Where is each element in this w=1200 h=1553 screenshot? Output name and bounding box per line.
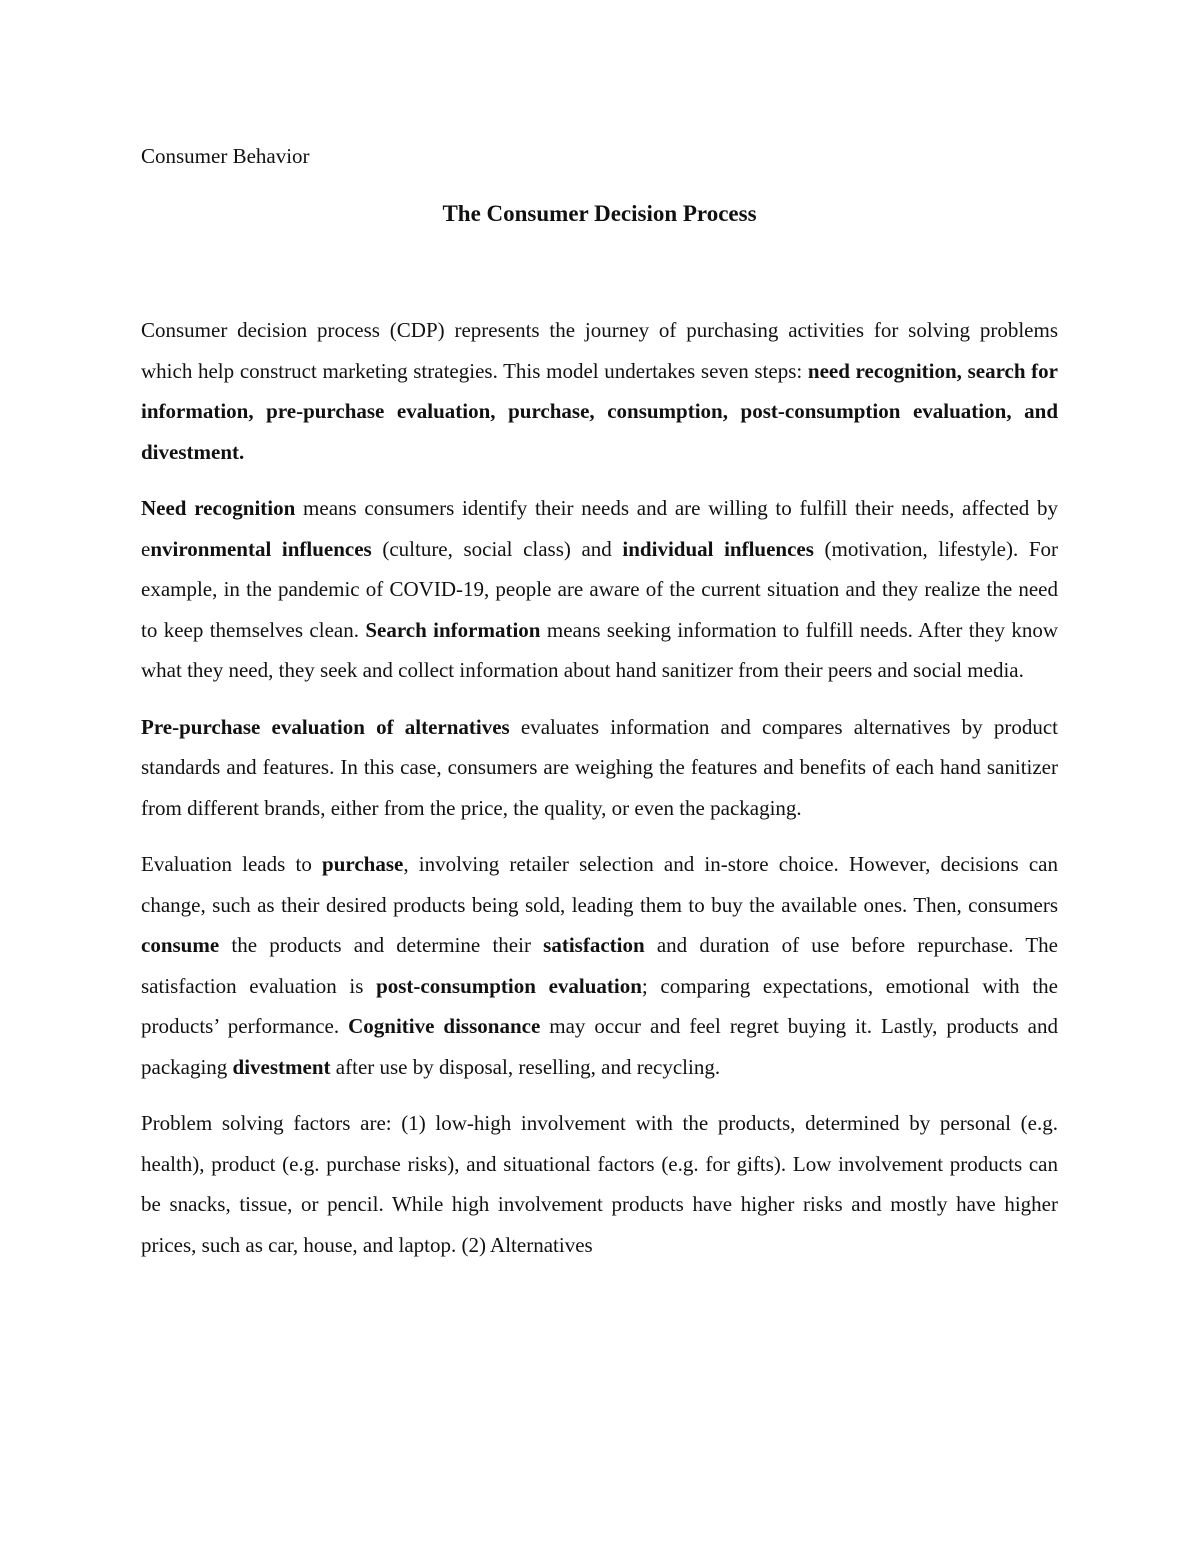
document-header: Consumer Behavior <box>141 144 310 168</box>
bold-term: Need recognition <box>141 496 296 520</box>
text-run: may occur and feel regret buying it. Lastly, products and packaging <box>141 1014 1058 1079</box>
document-page <box>141 140 1058 1265</box>
text-run: (culture, social class) and <box>371 536 623 561</box>
text-run: after use by disposal, reselling, and recycling. <box>330 1054 721 1079</box>
bold-term: individual influences <box>622 536 814 561</box>
text-run: ; comparing expectations, emotional with the products’ performance. <box>141 973 1058 1038</box>
text-run: evaluates information and compares alternatives by product standards and features. In this case, consumers are weighing the features and benefits of each hand sanitizer from different brands, either from the price, the quality, or even the packaging. <box>141 714 1058 820</box>
bold-term: satisfaction <box>543 933 645 957</box>
bold-term: consume <box>141 933 220 957</box>
bold-term: need recognition, search for information, pre-purchase evaluation, purchase, consumption, post-consumption evaluation, and divestment. <box>141 358 1058 464</box>
text-run: Consumer decision process (CDP) represents the journey of purchasing activities for solving problems which help construct marketing strategies. This model undertakes seven steps: <box>141 318 1058 383</box>
text-run: the products and determine their <box>219 933 544 957</box>
bold-term: divestment <box>232 1054 331 1079</box>
text-run: Problem solving factors are: (1) low-high involvement with the products, determined by personal (e.g. health), product (e.g. purchase risks), and situational factors (e.g. for gifts). Low involvement products can be snacks, tissue, or pencil. While high involvement products have higher risks and mostly have higher prices, such as car, house, and laptop. (2) Alternatives <box>141 1111 1058 1257</box>
text-run: Evaluation leads to <box>141 852 323 876</box>
paragraph-4 <box>141 844 1058 1087</box>
bold-term: Search information <box>365 617 541 642</box>
paragraph-3 <box>141 707 1058 829</box>
text-run: (motivation, lifestyle). For example, in the pandemic of COVID-19, people are aware of the current situation and they realize the need to keep themselves clean. <box>141 536 1059 642</box>
bold-term: Cognitive dissonance <box>348 1014 541 1038</box>
paragraph-2 <box>141 488 1058 691</box>
paragraph-1 <box>141 310 1058 472</box>
text-run: means seeking information to fulfill needs. After they know what they need, they seek and collect information about hand sanitizer from their peers and social media. <box>141 617 1058 682</box>
text-run: , involving retailer selection and in-store choice. However, decisions can change, such as their desired products being sold, leading them to buy the available ones. Then, consumers <box>141 852 1058 917</box>
paragraph-5 <box>141 1103 1058 1265</box>
bold-term: Pre-purchase evaluation of alternatives <box>141 714 510 739</box>
text-run: means consumers identify their needs and are willing to fulfill their needs, affected by e <box>141 496 1059 561</box>
text-run: and duration of use before repurchase. The satisfaction evaluation is <box>141 933 1058 998</box>
document-body <box>141 310 1058 1265</box>
bold-term: post-consumption evaluation <box>376 973 642 998</box>
document-title: The Consumer Decision Process <box>442 201 757 226</box>
bold-term: purchase <box>322 852 404 876</box>
bold-term: nvironmental influences <box>150 536 372 561</box>
